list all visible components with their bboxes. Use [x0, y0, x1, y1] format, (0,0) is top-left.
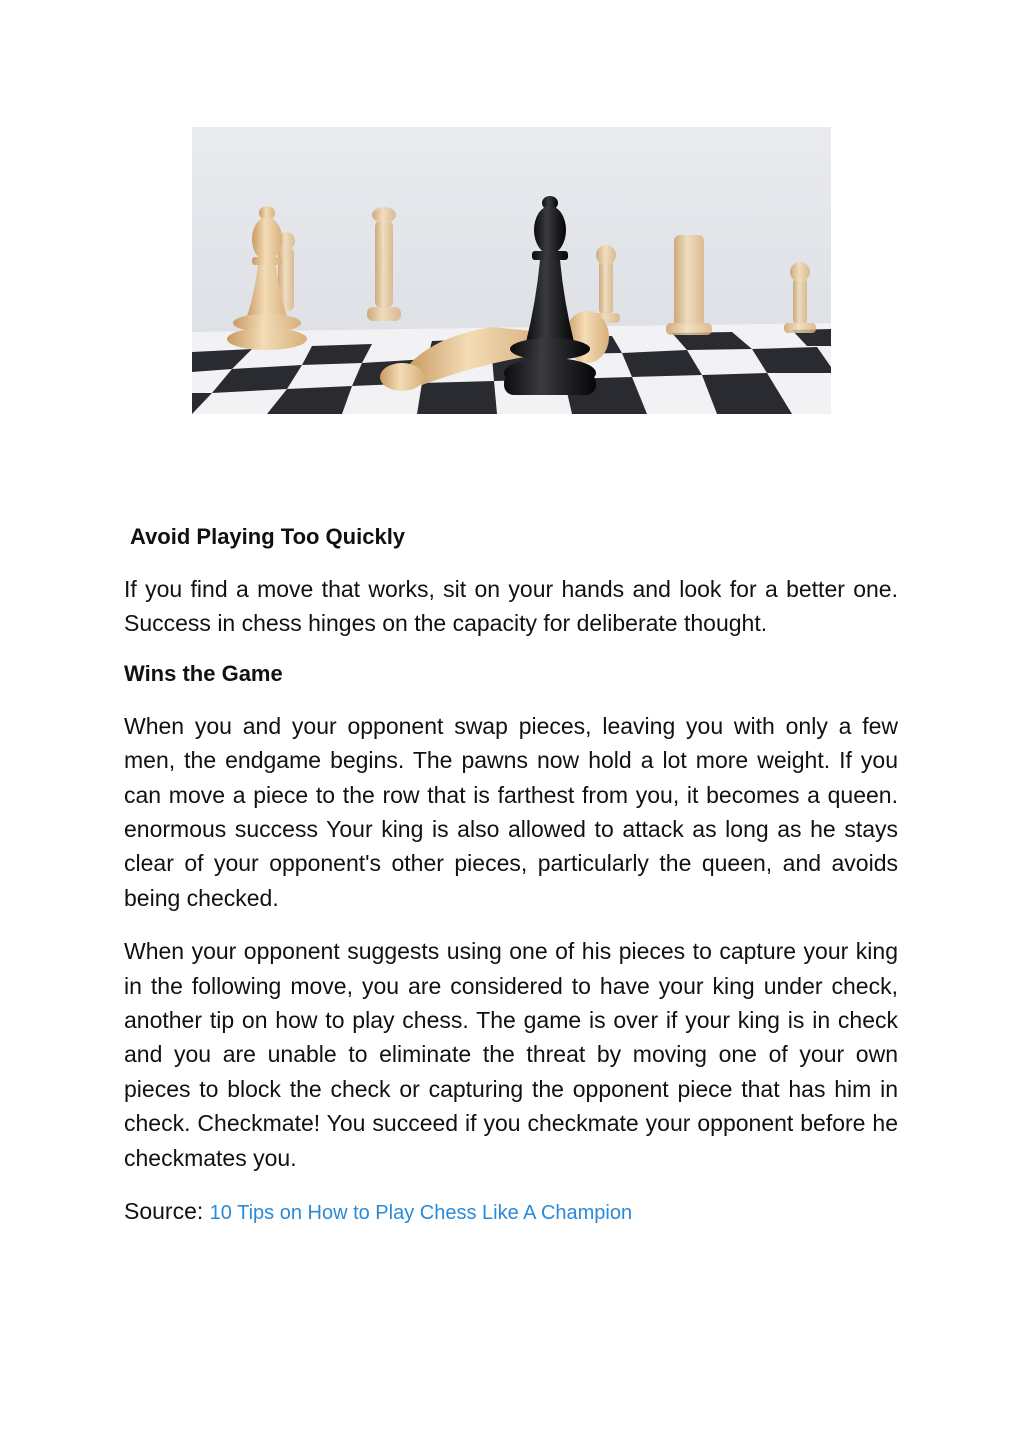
article-body	[124, 520, 898, 1230]
paragraph-2: When you and your opponent swap pieces, leaving you with only a few men, the endgame begins. The pawns now hold a lot more weight. If you can move a piece to the row that is farthest from you, it becomes a queen. enormous success Your king is also allowed to attack as long as he stays clear of your opponent's other pieces, particularly the queen, and avoids being checked.	[124, 712, 898, 911]
chess-pieces-photo-icon	[192, 127, 831, 414]
heading-wins-the-game: Wins the Game	[124, 660, 283, 686]
paragraph-1: If you find a move that works, sit on your hands and look for a better one. Success in chess hinges on the capacity for deliberate thought.	[124, 576, 898, 637]
heading-avoid-playing-too-quickly: Avoid Playing Too Quickly	[130, 524, 406, 549]
source-label: Source:	[124, 1198, 204, 1225]
source-line	[124, 1194, 898, 1230]
source-link[interactable]: 10 Tips on How to Play Chess Like A Champion	[209, 1202, 633, 1225]
paragraph-3: When your opponent suggests using one of his pieces to capture your king in the following move, you are considered to have your king under check, another tip on how to play chess. The game is over if your king is in check and you are unable to eliminate the threat by moving one of your own pieces to block the check or capturing the opponent piece that has him in check. Checkmate! You succeed if you checkmate your opponent before he checkmates you.	[124, 938, 898, 1171]
hero-image	[192, 127, 831, 414]
